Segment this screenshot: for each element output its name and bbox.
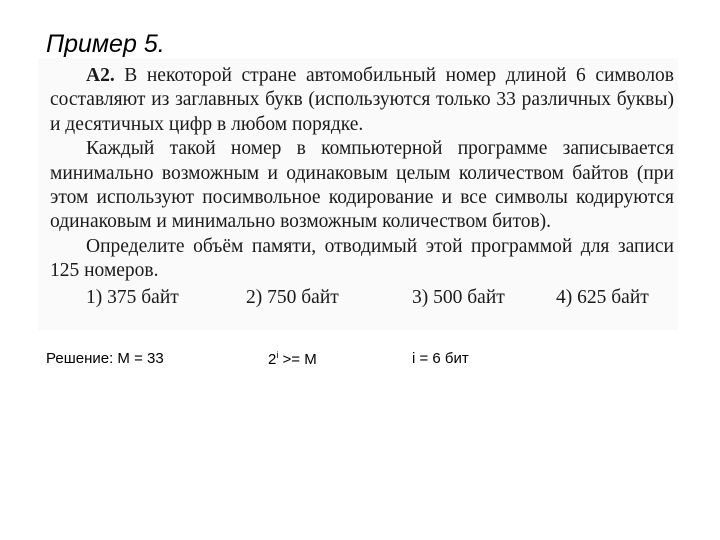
task-scan bbox=[38, 58, 678, 330]
solution-inequality bbox=[268, 350, 317, 370]
task-paragraph-3 bbox=[50, 235, 674, 284]
task-number: А2. bbox=[86, 65, 115, 86]
slide-title: Пример 5. bbox=[46, 30, 165, 58]
solution-inequality-base: 2 bbox=[268, 351, 277, 368]
task-paragraph-3-text: Определите объём памяти, отводимый этой программой для записи 125 номеров. bbox=[50, 235, 674, 282]
answer-option-3: 3) 500 байт bbox=[412, 286, 505, 308]
solution-inequality-exponent: i bbox=[276, 350, 279, 360]
solution-m-value: Решение: M = 33 bbox=[46, 350, 164, 367]
solution-inequality-rest: >= M bbox=[278, 351, 317, 368]
solution-result: i = 6 бит bbox=[412, 350, 469, 367]
task-paragraph-2 bbox=[50, 137, 674, 235]
answer-options bbox=[50, 286, 674, 314]
answer-option-4: 4) 625 байт bbox=[556, 286, 649, 308]
task-paragraph-2-text: Каждый такой номер в компьютерной программе записывается минимально возможным и одинаковым целым количеством байтов (при этом используют посимвольное кодирование и все символы кодируются одинаковым и минимально возможным количеством битов). bbox=[50, 138, 674, 233]
answer-option-1: 1) 375 байт bbox=[86, 286, 179, 308]
answer-option-2: 2) 750 байт bbox=[246, 286, 339, 308]
task-paragraph-1-text: В некоторой стране автомобильный номер длиной 6 символов составляют из заглавных букв (используются только 33 различных буквы) и десятичных цифр в любом порядке. bbox=[50, 65, 675, 135]
task-paragraph-1 bbox=[50, 64, 674, 137]
